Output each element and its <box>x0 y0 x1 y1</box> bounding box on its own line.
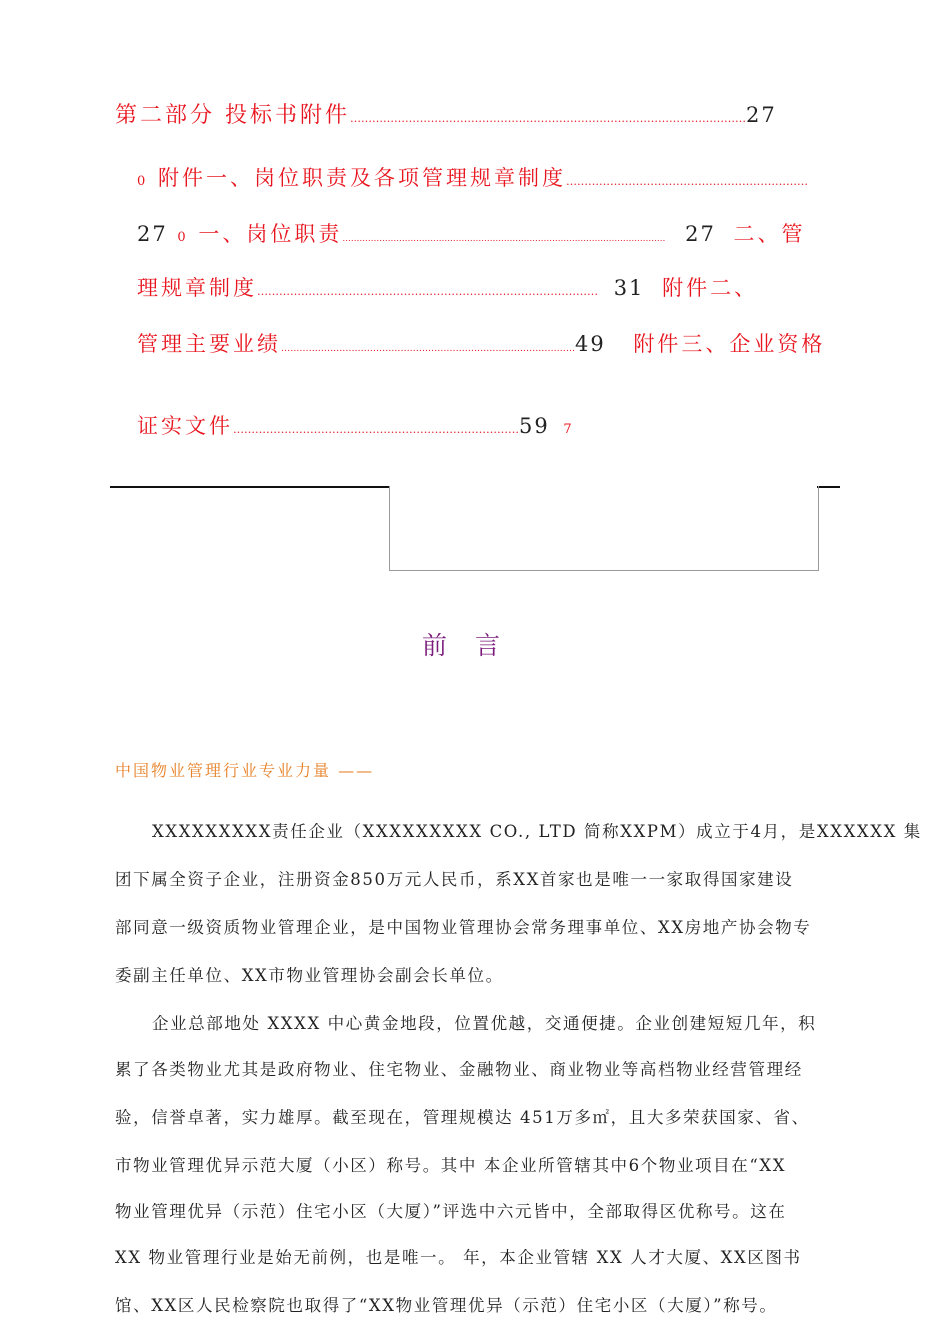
preface-subtitle: 中国物业管理行业专业力量 —— <box>115 761 375 780</box>
toc-entry-title: 一、岗位职责 <box>198 222 343 246</box>
preface-title: 前言 <box>421 631 528 660</box>
toc-leader-dots: …………………………………………………………………… <box>233 423 519 436</box>
toc-page-number: 27 <box>746 103 777 127</box>
toc-page-number: 59 <box>519 414 550 438</box>
toc-entry-title: 附件一、岗位职责及各项管理规章制度 <box>157 166 566 190</box>
toc-entry-appendix-one[interactable] <box>137 162 808 192</box>
toc-entry-title: 证实文件 <box>137 414 233 438</box>
toc-prefix: 0 <box>177 230 189 245</box>
toc-prefix: 0 <box>137 174 149 189</box>
toc-entry-next: 二、管 <box>733 222 806 246</box>
toc-page-number: 27 <box>137 222 168 246</box>
toc-leader-dots: ………………………………………………………………………………… <box>257 285 598 298</box>
paragraph-line: 馆、XX区人民检察院也取得了“XX物业管理优异（示范）住宅小区（大厦）”称号。 <box>115 1296 778 1315</box>
paragraph-line: 物业管理优异（示范）住宅小区（大厦）”评选中六元皆中，全部取得区优称号。这在 <box>115 1202 787 1221</box>
paragraph-line: 团下属全资子企业，注册资金850万元人民币，系XX首家也是唯一一家取得国家建设 <box>115 870 794 889</box>
toc-entry-part-two[interactable] <box>115 98 777 129</box>
toc-leader-dots: ………………………………………………………… <box>565 175 808 188</box>
paragraph-line: XXXXXXXXX责任企业（XXXXXXXXX CO., LTD 简称XXPM）成立于4月，是XXXXXX 集 <box>152 822 922 841</box>
paragraph-line: 累了各类物业尤其是政府物业、住宅物业、金融物业、商业物业等高档物业经营管理经 <box>115 1060 803 1079</box>
empty-frame-box <box>389 486 819 571</box>
toc-entry-job-duties[interactable] <box>137 218 806 248</box>
paragraph-line: 企业总部地处 XXXX 中心黄金地段，位置优越，交通便捷。企业创建短短几年，积 <box>152 1014 817 1033</box>
toc-page-number: 49 <box>575 332 606 356</box>
toc-page-number: 31 <box>613 276 645 300</box>
paragraph-line: XX 物业管理行业是始无前例，也是唯一。 年，本企业管辖 XX 人才大厦、XX区图书 <box>115 1248 802 1267</box>
toc-entry-achievements[interactable] <box>137 328 825 358</box>
toc-entry-regulations[interactable] <box>137 272 758 302</box>
toc-entry-next: 附件三、企业资格 <box>633 332 826 356</box>
divider-line-right <box>817 486 840 488</box>
paragraph-line: 验，信誉卓著，实力雄厚。截至现在，管理规模达 451万多㎡，且大多荣获国家、省、 <box>115 1108 810 1127</box>
divider-line-left <box>110 486 389 488</box>
toc-leader-dots: ……………………………………………………………………………………………… <box>350 112 746 125</box>
toc-entry-certificates[interactable] <box>137 410 575 440</box>
toc-entry-title: 理规章制度 <box>137 276 257 300</box>
toc-page-number: 27 <box>685 222 716 246</box>
paragraph-line: 委副主任单位、XX市物业管理协会副会长单位。 <box>115 966 504 985</box>
toc-suffix: 7 <box>563 422 575 437</box>
paragraph-line: 部同意一级资质物业管理企业，是中国物业管理协会常务理事单位、XX房地产协会物专 <box>115 918 812 937</box>
toc-entry-title: 第二部分 投标书附件 <box>115 103 350 128</box>
toc-leader-dots: …………………………………………………………………………………… <box>281 343 575 354</box>
toc-entry-next: 附件二、 <box>662 276 759 300</box>
toc-leader-dots: …………………………………………………………………………………………………… <box>342 234 666 244</box>
toc-entry-title: 管理主要业绩 <box>137 332 281 356</box>
paragraph-line: 市物业管理优异示范大厦（小区）称号。其中 本企业所管辖其中6个物业项目在“XX <box>115 1156 787 1175</box>
